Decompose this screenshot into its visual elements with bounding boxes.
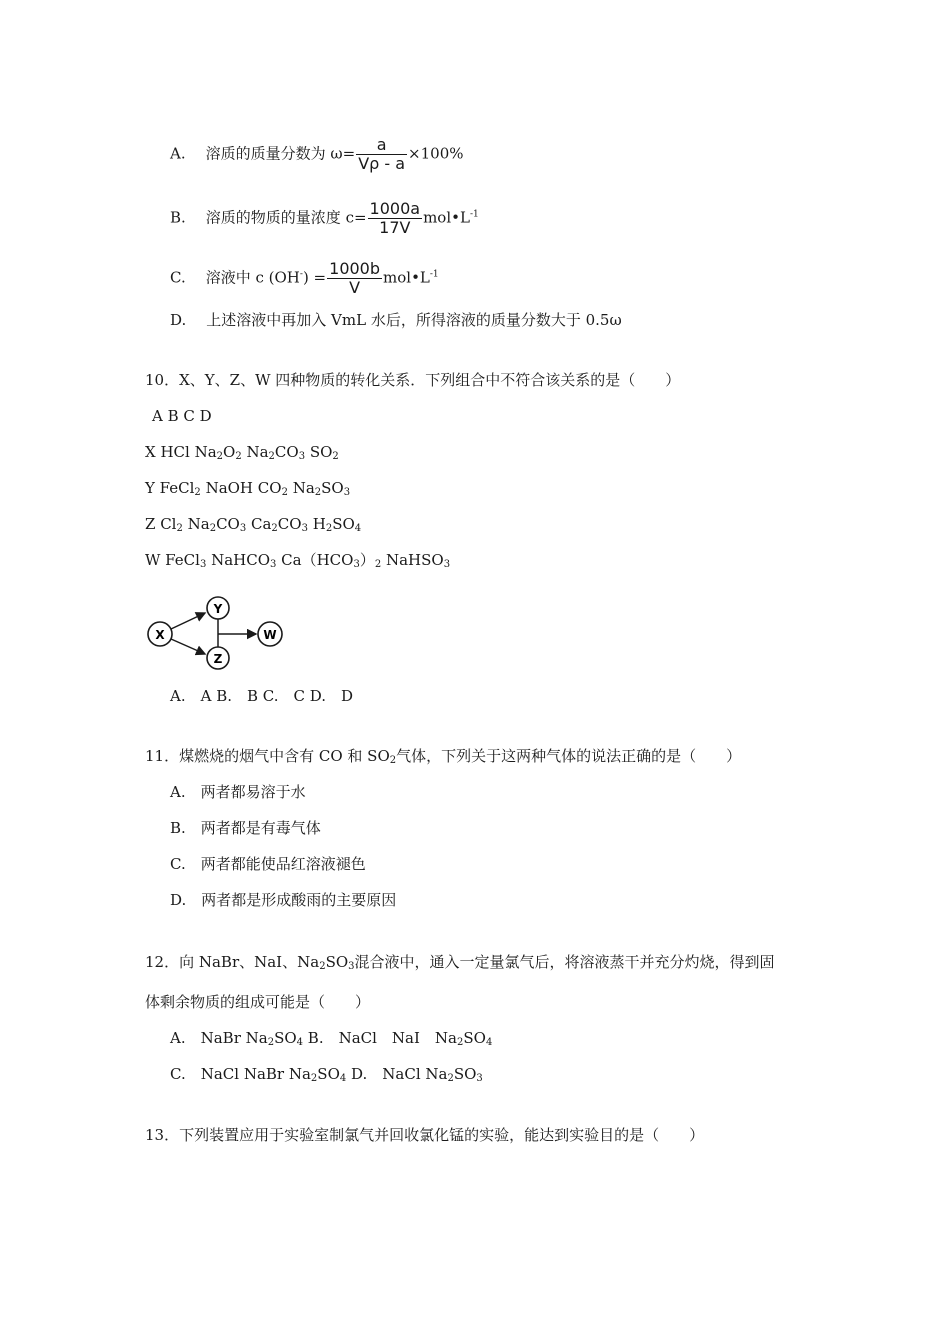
q12-stem-line1: 12．向 NaBr、NaI、$Na_2SO_3$混合液中，通入一定量氯气后，将溶液蒸干并充分灼烧，得到固 [145,953,775,972]
fraction-numerator: 1000a [369,199,421,218]
q11-option-c: C. 两者都能使品红溶液褪色 [170,855,366,873]
stem-text-2: 混合液中，通入一定量氯气后，将溶液蒸干并充分灼烧，得到固 [354,953,775,971]
node-y-label: Y [213,602,223,616]
row-text: X HCl Na [145,443,217,461]
row-text: W FeCl [145,551,200,569]
option-label: C. [170,268,186,287]
option-text: 上述溶液中再加入 VmL 水后，所得溶液的质量分数大于 0.5ω [206,311,622,329]
fraction-denominator: Vρ - a [358,154,406,173]
fraction-denominator: V [349,278,361,297]
q9-option-b [170,200,479,237]
option-tail: ×100% [408,144,464,163]
q10-row-w: W FeCl$_3$ NaHCO$_3$ $Ca(HCO_3)_2$ NaHSO$_3$ [145,551,451,570]
fraction [368,200,423,237]
q10-row-x: X HCl $Na_2O_2$ $Na_2CO_3$ $SO_2$ [145,443,339,462]
unit-exponent: -1 [429,269,439,280]
option-text: 溶质的物质的量浓度 c= [205,208,367,227]
q12-stem-line2: 体剩余物质的组成可能是（ ） [145,993,371,1011]
arrow-x-y [171,613,205,629]
q11-option-a: A. 两者都易溶于水 [170,783,306,801]
option-text: 溶质的质量分数为 ω= [205,144,356,163]
option-text: 溶液中 c (OH [205,268,300,287]
unit: mol•L [383,268,430,287]
fraction-numerator: 1000b [329,259,381,278]
option-b-text: B. NaCl NaI Na [303,1029,457,1047]
q10-stem: 10．X、Y、Z、W 四种物质的转化关系．下列组合中不符合该关系的是（ ） [145,371,681,389]
q10-row-y: Y FeCl$_2$ NaOH $CO_2$ $Na_2SO_3$ [145,479,351,498]
q9-option-d [170,310,622,330]
row-text: Y FeCl [145,479,195,497]
stem-text: 11．煤燃烧的烟气中含有 CO 和 SO [145,747,390,765]
q11-option-b: B. 两者都是有毒气体 [170,819,321,837]
fraction [327,260,382,297]
option-d-text: D. NaCl Na [346,1065,448,1083]
row-text: Z Cl [145,515,177,533]
q13-stem: 13．下列装置应用于实验室制氯气并回收氯化锰的实验，能达到实验目的是（ ） [145,1126,705,1144]
option-a-text: A. NaBr Na [170,1029,268,1047]
q11-option-d: D. 两者都是形成酸雨的主要原因 [170,891,397,909]
option-label: B. [170,208,186,227]
option-c-text: C. NaCl NaBr Na [170,1065,311,1083]
node-z-label: Z [213,652,223,666]
q12-options-cd: C. NaCl NaBr $Na_2SO_4$ D. NaCl $Na_2SO_3$ [170,1065,483,1084]
option-text-2: ) = [302,268,327,287]
q10-row-z: Z $Cl_2$ $Na_2CO_3$ $Ca_2CO_3$ $H_2SO_4$ [145,515,362,534]
unit: mol•L [423,208,470,227]
fraction [356,136,407,173]
unit-exponent: -1 [469,209,479,220]
stem-text-2: 气体，下列关于这两种气体的说法正确的是（ ） [396,747,742,765]
q10-table-header: A B C D [152,407,212,425]
node-w-label: W [263,628,277,642]
option-label: A. [170,144,186,163]
node-x-label: X [155,628,165,642]
arrow-x-z [171,639,205,654]
charge: - [299,269,303,280]
option-label: D. [170,311,187,329]
q9-option-c [170,260,439,297]
stem-text: 12．向 NaBr、NaI、Na [145,953,320,971]
q9-option-a [170,136,464,173]
fraction-numerator: a [356,136,407,155]
q12-options-ab: A. NaBr $Na_2SO_4$ B. NaCl NaI $Na_2SO_4$ [170,1029,493,1048]
q11-stem: 11．煤燃烧的烟气中含有 CO 和 $SO_2$气体，下列关于这两种气体的说法正确的是（ ） [145,747,742,766]
fraction-denominator: 17V [379,218,411,237]
conversion-diagram [140,592,290,672]
q10-options: A. A B. B C. C D. D [170,687,354,705]
